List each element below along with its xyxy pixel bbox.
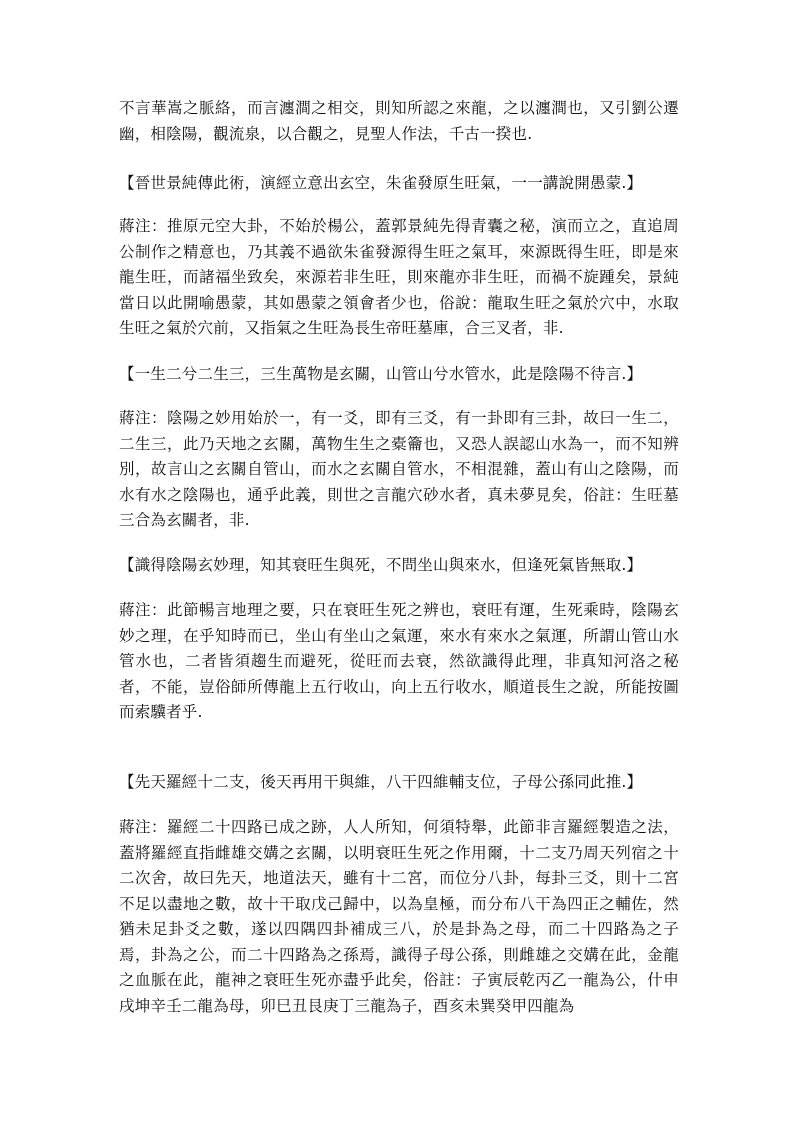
commentary-3: 蔣注：此節暢言地理之要，只在衰旺生死之辨也，衰旺有運，生死乘時，陰陽玄妙之理，在乎知時而已，坐山有坐山之氣運，來水有來水之氣運，所謂山管山水管水也，二者皆須趨生而避死，從旺而去衰，然欲識得此理，非真知河洛之秘者，不能，豈俗師所傳龍上五行收山，向上五行收水，順道長生之說，所能按圖而索驥者乎. (119, 601, 679, 721)
paragraph-intro: 不言華嵩之脈絡，而言瀍澗之相交，則知所認之來龍，之以瀍澗也，又引劉公遷幽，相陰陽，觀流泉，以合觀之，見聖人作法，千古一揆也. (119, 99, 679, 143)
commentary-2: 蔣注：陰陽之妙用始於一，有一爻，即有三爻，有一卦即有三卦，故曰一生二，二生三，此乃天地之玄關，萬物生生之橐籥也，又恐人誤認山水為一，而不知辨別，故言山之玄關自管山，而水之玄關自管水，不相混雜，蓋山有山之陰陽，而水有水之陰陽也，通乎此義，則世之言龍穴砂水者，真未夢見矣，俗註：生旺墓三合為玄關者，非. (119, 409, 679, 529)
verse-heading-1: 【晉世景純傳此術，演經立意出玄空，朱雀發原生旺氣，一一講說開愚蒙.】 (119, 174, 643, 192)
verse-heading-4: 【先天羅經十二支，後天再用干與維，八干四維輔支位，子母公孫同此推.】 (119, 773, 643, 791)
verse-heading-3: 【識得陰陽玄妙理，知其衰旺生與死，不問坐山與來水，但逢死氣皆無取.】 (119, 556, 643, 574)
commentary-1: 蔣注：推原元空大卦，不始於楊公，蓋郭景純先得青囊之秘，演而立之，直追周公制作之精意也，乃其義不過欲朱雀發源得生旺之氣耳，來源既得生旺，即是來龍生旺，而諸福坐致矣，來源若非生旺，則來龍亦非生旺，而禍不旋踵矣，景純當日以此開喻愚蒙，其如愚蒙之領會者少也，俗說：龍取生旺之氣於穴中，水取生旺之氣於穴前，又指氣之生旺為長生帝旺墓庫，合三叉者，非. (119, 217, 679, 337)
commentary-4: 蔣注：羅經二十四路已成之跡，人人所知，何須特舉，此節非言羅經製造之法，蓋將羅經直指雌雄交媾之玄關，以明衰旺生死之作用爾，十二支乃周天列宿之十二次舍，故曰先天，地道法天，雖有十二宮，而位分八卦，每卦三爻，則十二宮不足以盡地之數，故十干取戊己歸中，以為皇極，而分布八干為四正之輔佐，然猶未足卦爻之數，遂以四隅四卦補成三八，於是卦為之母，而二十四路為之子焉，卦為之公，而二十四路為之孫焉，識得子母公孫，則雌雄之交媾在此，金龍之血脈在此，龍神之衰旺生死亦盡乎此矣，俗註：子寅辰乾丙乙一龍為公，什申戌坤辛壬二龍為母，卯巳丑艮庚丁三龍為子，酉亥未巽癸甲四龍為 (119, 818, 679, 1015)
verse-heading-2: 【一生二兮二生三，三生萬物是玄關，山管山兮水管水，此是陰陽不待言.】 (119, 365, 643, 383)
